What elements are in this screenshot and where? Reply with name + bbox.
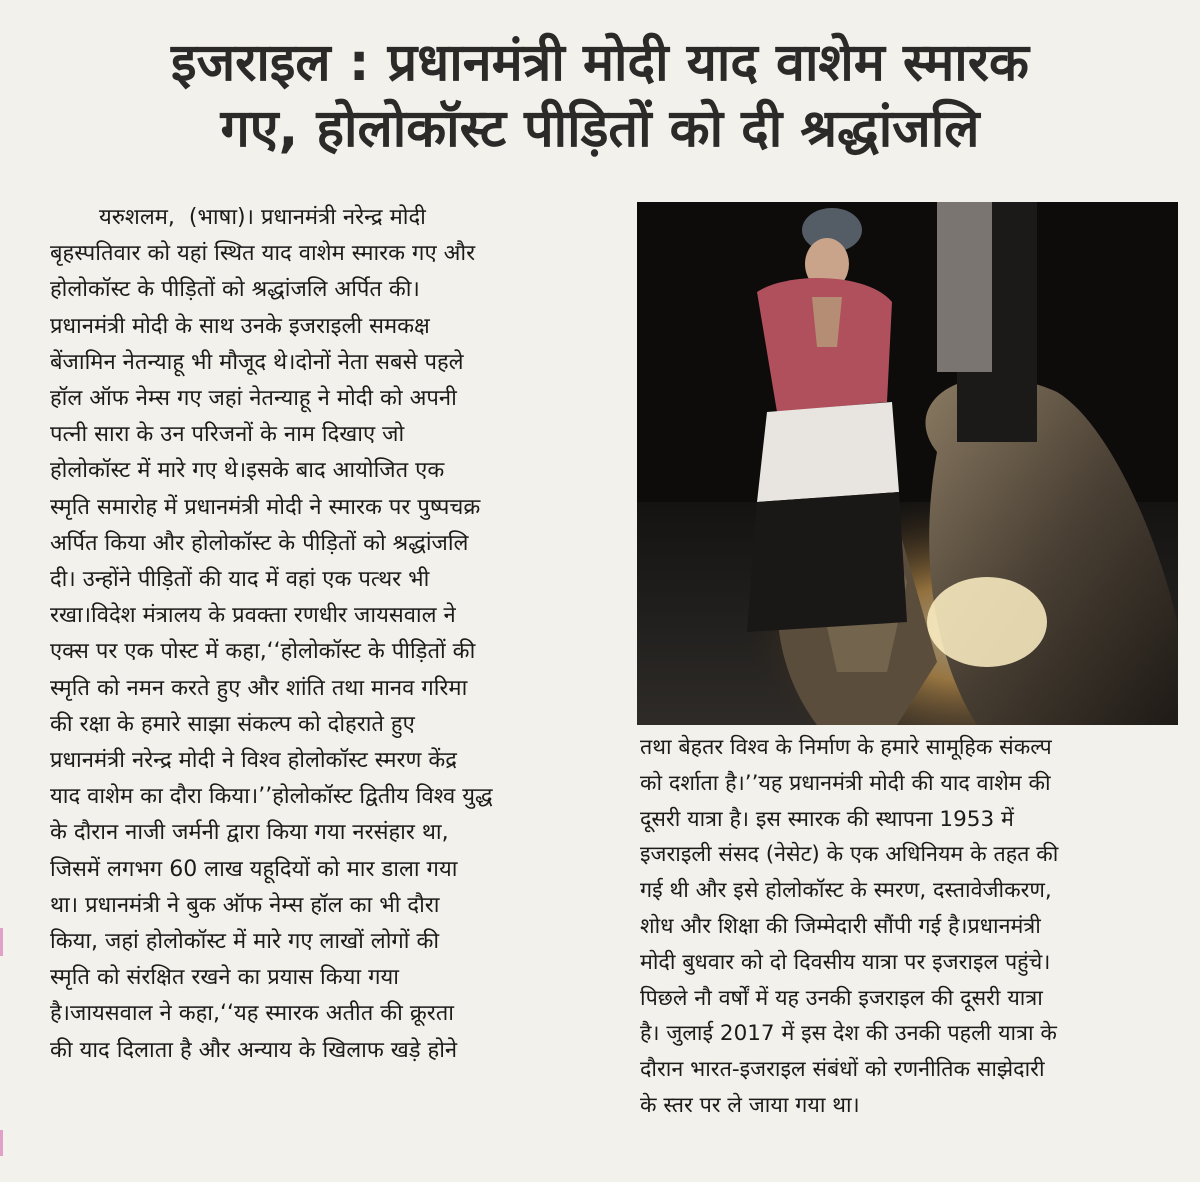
body-line: स्मृति समारोह में प्रधानमंत्री मोदी ने स्मारक पर पुष्पचक्र — [50, 494, 481, 520]
body-line: अर्पित किया और होलोकॉस्ट के पीड़ितों को श्रद्धांजलि — [50, 530, 469, 556]
body-line: स्मृति को संरक्षित रखने का प्रयास किया गया — [50, 965, 399, 991]
body-line: बेंजामिन नेतन्याहू भी मौजूद थे।दोनों नेता सबसे पहले — [50, 349, 464, 375]
continuation-line: शोध और शिक्षा की जिम्मेदारी सौंपी गई है।प्रधानमंत्री — [640, 913, 1041, 939]
body-line: प्रधानमंत्री मोदी के साथ उनके इजराइली समकक्ष — [50, 313, 430, 339]
body-line: है।जायसवाल ने कहा,‘‘यह स्मारक अतीत की क्रूरता — [50, 1001, 455, 1027]
continuation-line: मोदी बुधवार को दो दिवसीय यात्रा पर इजराइल पहुंचे। — [640, 949, 1051, 975]
headline-line-1: इजराइल : प्रधानमंत्री मोदी याद वाशेम स्मारक — [171, 33, 1029, 93]
continuation-line: तथा बेहतर विश्व के निर्माण के हमारे सामूहिक संकल्प — [640, 735, 1052, 760]
continuation-line: पिछले नौ वर्षों में यह उनकी इजराइल की दूसरी यात्रा — [640, 985, 1043, 1011]
body-line: के दौरान नाजी जर्मनी द्वारा किया गया नरसंहार था, — [50, 820, 449, 846]
continuation-line: के स्तर पर ले जाया गया था। — [640, 1092, 860, 1118]
body-line: किया, जहां होलोकॉस्ट में मारे गए लाखों लोगों की — [50, 929, 440, 955]
body-line: दी। उन्होंने पीड़ितों की याद में वहां एक पत्थर भी — [50, 567, 430, 593]
headline — [20, 30, 1180, 162]
body-line: प्रधानमंत्री नरेन्द्र मोदी ने विश्व होलोकॉस्ट स्मरण केंद्र — [50, 748, 457, 774]
article-continuation — [640, 730, 1180, 1124]
article-body — [50, 200, 605, 1069]
body-line: यरुशलम, (भाषा)। प्रधानमंत्री नरेन्द्र मोदी — [50, 205, 426, 230]
body-line: की रक्षा के हमारे साझा संकल्प को दोहराते हुए — [50, 711, 415, 737]
margin-mark — [0, 928, 3, 956]
news-photo — [637, 202, 1178, 725]
margin-mark — [0, 1130, 3, 1156]
body-line: एक्स पर एक पोस्ट में कहा,‘‘होलोकॉस्ट के पीड़ितों की — [50, 639, 476, 665]
headline-line-2: गए, होलोकॉस्ट पीड़ितों को दी श्रद्धांजलि — [220, 99, 980, 159]
body-line: की याद दिलाता है और अन्याय के खिलाफ खड़े होने — [50, 1037, 458, 1063]
body-line: होलोकॉस्ट के पीड़ितों को श्रद्धांजलि अर्पित की। — [50, 277, 420, 303]
body-line: था। प्रधानमंत्री ने बुक ऑफ नेम्स हॉल का भी दौरा — [50, 892, 440, 918]
body-line: होलोकॉस्ट में मारे गए थे।इसके बाद आयोजित एक — [50, 458, 445, 484]
continuation-line: दूसरी यात्रा है। इस स्मारक की स्थापना 1953 में — [640, 806, 1014, 832]
body-line: बृहस्पतिवार को यहां स्थित याद वाशेम स्मारक गए और — [50, 241, 476, 267]
body-line: रखा।विदेश मंत्रालय के प्रवक्ता रणधीर जायसवाल ने — [50, 603, 456, 629]
continuation-line: इजराइली संसद (नेसेट) के एक अधिनियम के तहत की — [640, 842, 1059, 868]
continuation-line: है। जुलाई 2017 में इस देश की उनकी पहली यात्रा के — [640, 1021, 1057, 1047]
body-line: पत्नी सारा के उन परिजनों के नाम दिखाए जो — [50, 422, 405, 448]
continuation-line: दौरान भारत-इजराइल संबंधों को रणनीतिक साझेदारी — [640, 1057, 1045, 1083]
continuation-line: गई थी और इसे होलोकॉस्ट के स्मरण, दस्तावेजीकरण, — [640, 878, 1052, 904]
body-line: स्मृति को नमन करते हुए और शांति तथा मानव गरिमा — [50, 675, 468, 701]
body-line: जिसमें लगभग 60 लाख यहूदियों को मार डाला गया — [50, 856, 458, 882]
body-line: याद वाशेम का दौरा किया।’’होलोकॉस्ट द्वितीय विश्व युद्ध — [50, 784, 493, 810]
continuation-line: को दर्शाता है।’’यह प्रधानमंत्री मोदी की याद वाशेम की — [640, 770, 1051, 796]
body-line: हॉल ऑफ नेम्स गए जहां नेतन्याहू ने मोदी को अपनी — [50, 386, 457, 412]
